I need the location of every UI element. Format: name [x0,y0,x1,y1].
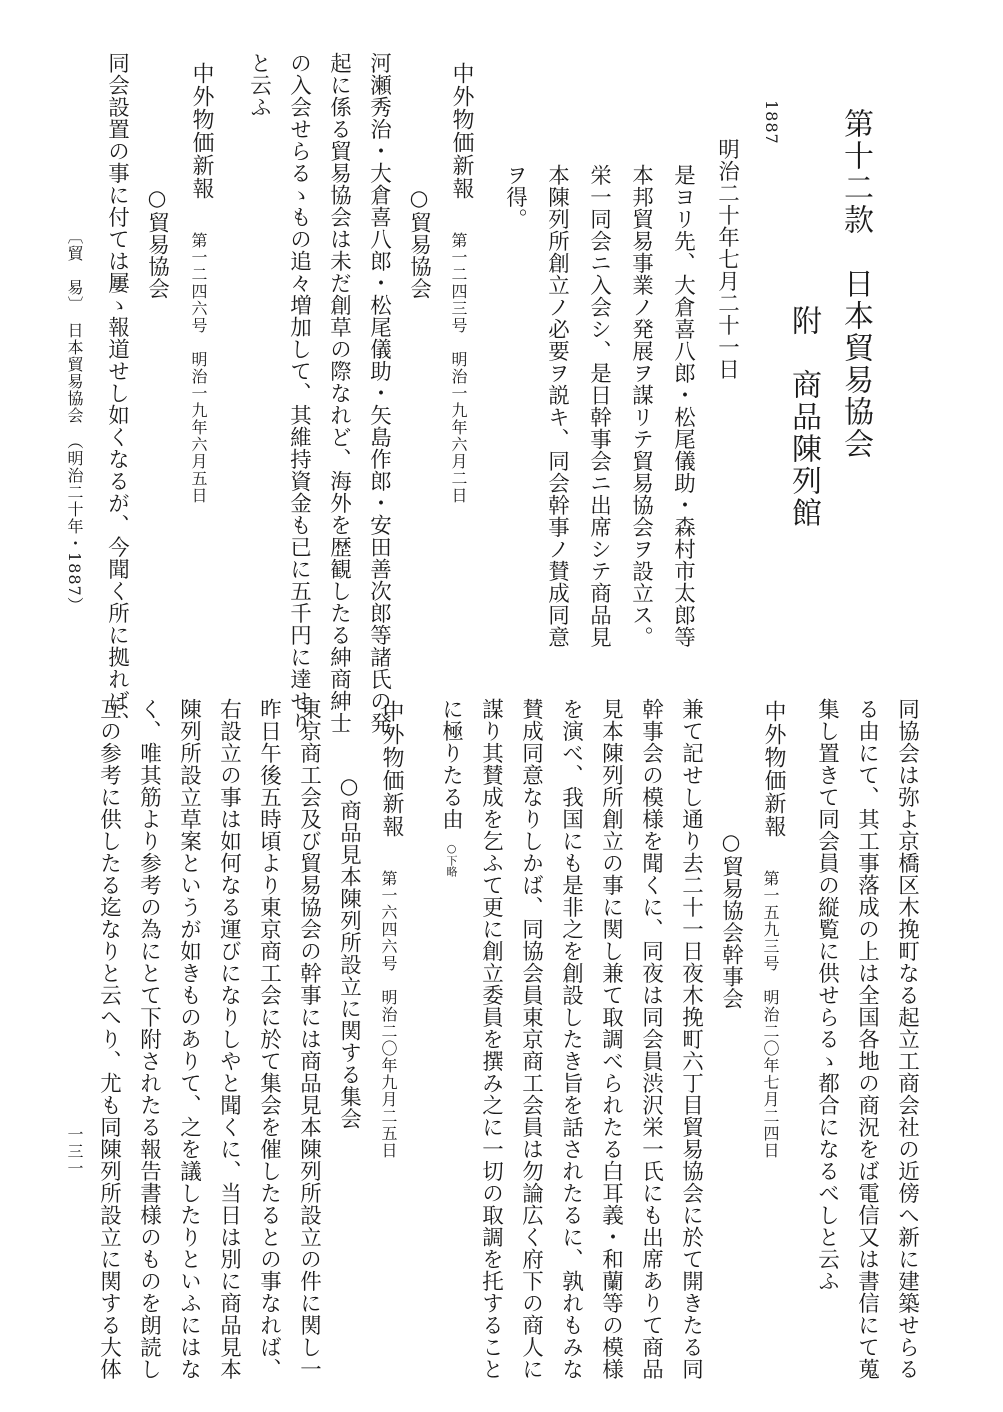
article-line: 同協会は弥よ京橋区木挽町なる起立工商会社の近傍へ新に建築せらる [894,698,920,1380]
article-line: 河瀬秀治・大倉喜八郎・松尾儀助・矢島作郎・安田善次郎等諸氏の発 [366,52,392,734]
date-line: 明治二十年七月二十一日 [714,138,740,380]
issue-info: 第一二四六号 明治一九年六月五日 [189,232,208,504]
article-line: 兼て記せし通り去二十一日夜木挽町六丁目貿易協会に於て開きたる同 [678,698,704,1380]
article-line: 互の参考に供したる迄なりと云へり、尤も同陳列所設立に関する大体 [96,698,122,1380]
article-line: 幹事会の模様を聞くに、同夜は同会員渋沢栄一氏にも出席ありて商品 [638,698,664,1380]
article-line: 見本陳列所創立の事に関し兼て取調べられたる白耳義・和蘭等の模様 [598,698,624,1380]
article-line: 陳列所設立草案というが如きものありて、之を議したりといふにはな [176,698,202,1380]
intro-line: ヲ得。 [502,164,528,230]
article-line: く、唯其筋より参考の為にとて下附されたる報告書様のものを朗読し [136,698,162,1380]
intro-line: 栄一同会ニ入会シ、是日幹事会ニ出席シテ商品見 [586,164,612,648]
section-title: 第十二款 日本貿易協会 [838,108,873,460]
intro-line: 本陳列所創立ノ必要ヲ説キ、同会幹事ノ賛成同意 [544,164,570,648]
article-line: 賛成同意なりしかば、同協会員東京商工会員は勿論広く府下の商人に [518,698,544,1380]
issue-info: 第一五九三号 明治二〇年七月二四日 [761,870,780,1159]
issue-info: 第一六四六号 明治二〇年九月二五日 [379,870,398,1159]
article-line: の入会せらるゝもの追々増加して、其維持資金も已に五千円に達せり [286,52,312,734]
newspaper-name: 中外物価新報 [189,62,214,200]
page-number: 一三一 [65,1126,84,1177]
omission-note: ○下略 [445,842,458,877]
newspaper-name: 中外物価新報 [379,700,404,838]
article-line: 集し置きて同会員の縦覧に供せらるゝ都合になるべしと云ふ [814,698,840,1292]
article-line: 起に係る貿易協会は未だ創草の際なれど、海外を歴観したる紳商紳士 [326,52,352,734]
intro-line: 是ヨリ先、大倉喜八郎・松尾儀助・森村市太郎等 [670,164,696,648]
article-line: を演べ、我国にも是非之を創設したき旨を話されたるに、孰れもみな [558,698,584,1380]
intro-line: 本邦貿易事業ノ発展ヲ謀リテ貿易協会ヲ設立ス。 [628,164,654,648]
article-line: 謀り其賛成を乞ふて更に創立委員を撰み之に一切の取調を托すること [478,698,504,1380]
section-subtitle: 附 商品陳列館 [786,305,821,529]
article-heading: ○貿易協会 [406,186,432,300]
article-line: 東京商工会及び貿易協会の幹事には商品見本陳列所設立の件に関し一 [296,698,322,1380]
newspaper-name: 中外物価新報 [449,62,474,200]
article-heading: ○商品見本陳列所設立に関する集会 [336,774,362,1130]
article-line: と云ふ [246,52,272,118]
issue-info: 第一二四三号 明治一九年六月二日 [449,232,468,504]
article-line: 昨日午後五時頃より東京商工会に於て集会を催したるとの事なれば、 [256,698,282,1380]
article-line: る由にて、其工事落成の上は全国各地の商況をば電信又は書信にて蒐 [854,698,880,1380]
newspaper-name: 中外物価新報 [761,700,786,838]
year-note: 1887 [762,100,781,145]
article-heading: ○貿易協会幹事会 [718,830,744,1010]
article-line: 同会設置の事に付ては屢ゝ報道せし如くなるが、今聞く所に拠れば、 [104,52,130,734]
article-line: に極りたる由 [438,698,464,830]
article-line: 右設立の事は如何なる運びになりしやと聞くに、当日は別に商品見本 [216,698,242,1380]
article-heading: ○貿易協会 [144,186,170,300]
running-head: 〔貿 易〕 日本貿易協会 （明治二十年・1887） [65,228,84,614]
